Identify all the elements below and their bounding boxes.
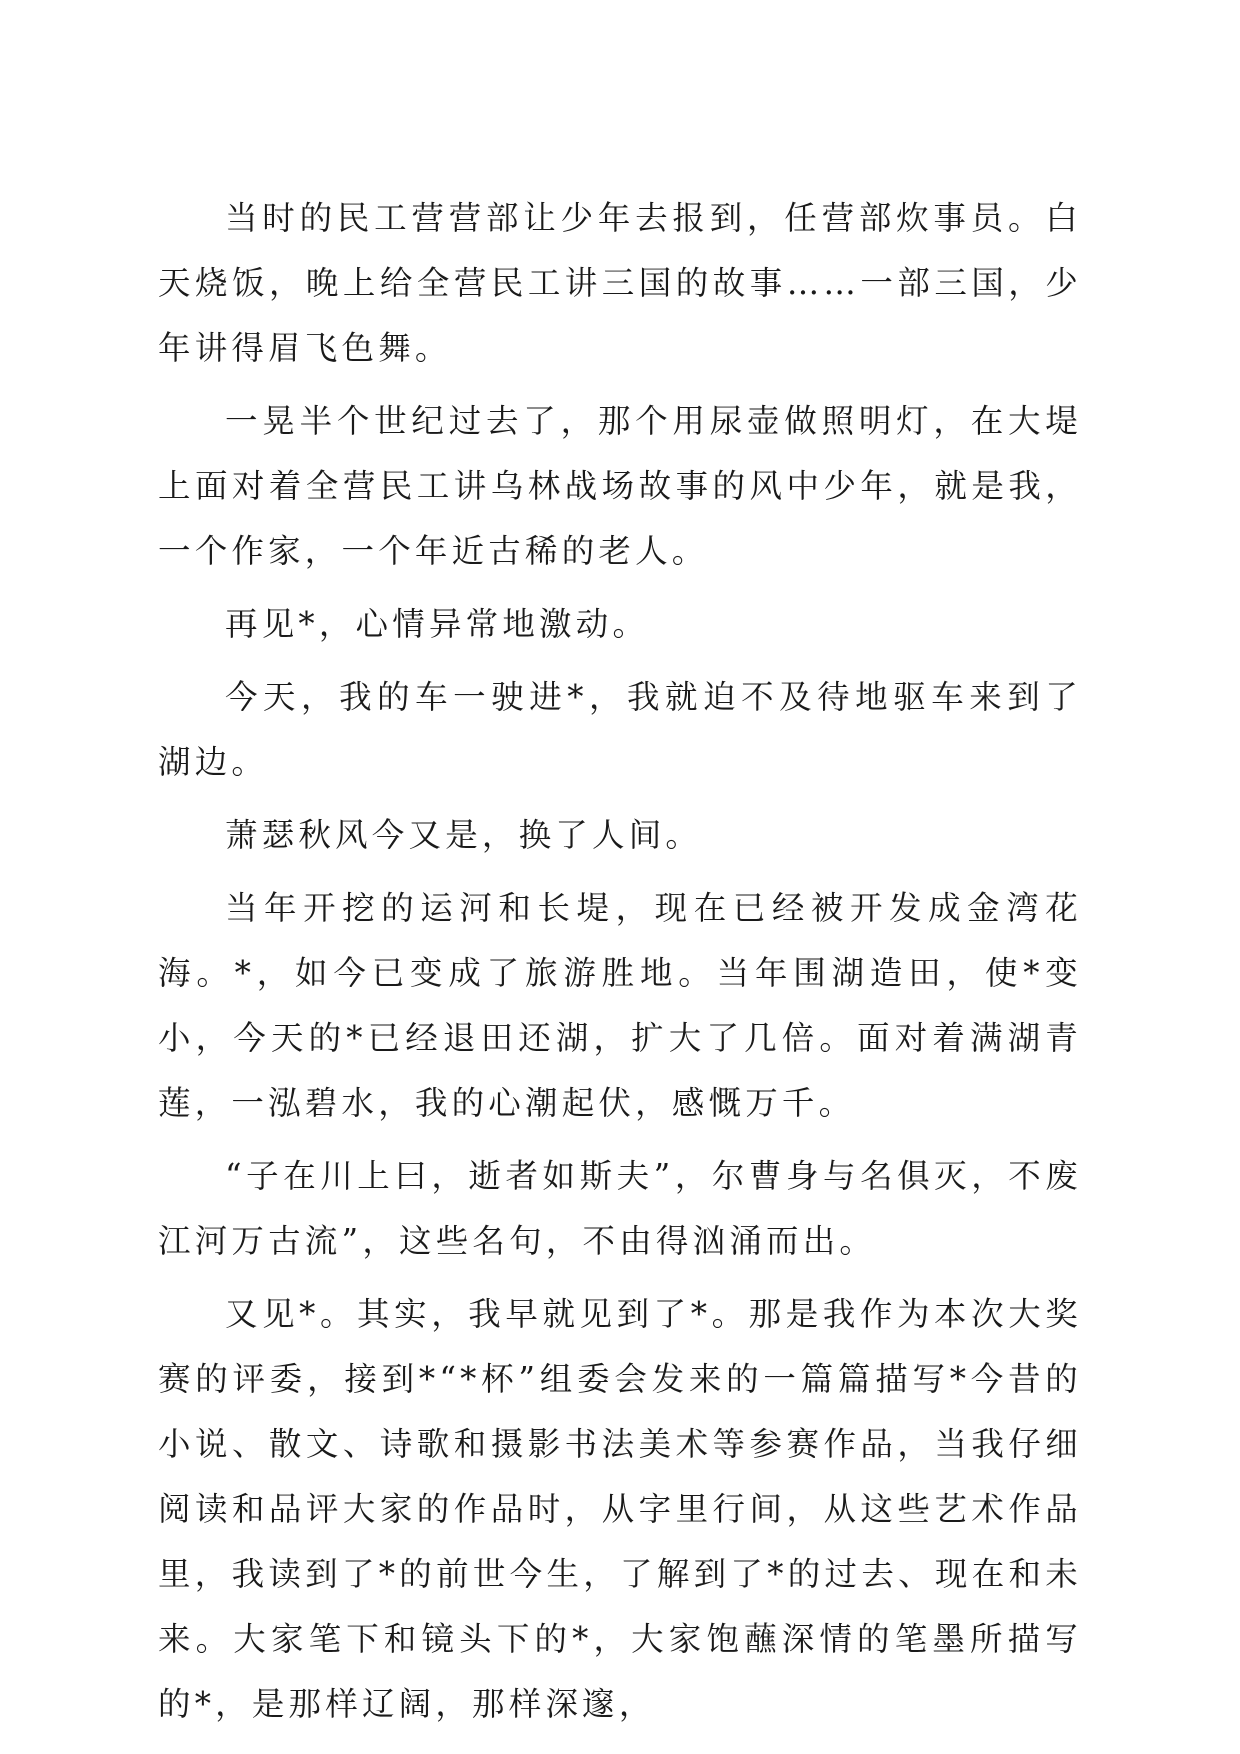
document-body [158, 186, 1082, 1745]
paragraph: 一晃半个世纪过去了，那个用尿壶做照明灯，在大堤上面对着全营民工讲乌林战场故事的风中少年，就是我，一个作家，一个年近古稀的老人。 [158, 402, 1082, 570]
paragraph: 今天，我的车一驶进*，我就迫不及待地驱车来到了湖边。 [158, 678, 1082, 781]
paragraph: 萧瑟秋风今又是，换了人间。 [225, 816, 703, 854]
paragraph: 又见*。其实，我早就见到了*。那是我作为本次大奖赛的评委，接到*“*杯”组委会发来的一篇篇描写*今昔的小说、散文、诗歌和摄影书法美术等参赛作品，当我仔细阅读和品评大家的作品时，从字里行间，从这些艺术作品里，我读到了*的前世今生，了解到了*的过去、现在和未来。大家笔下和镜头下的*，大家饱蘸深情的笔墨所描写的*，是那样辽阔，那样深邃， [158, 1295, 1082, 1723]
paragraph: 当年开挖的运河和长堤，现在已经被开发成金湾花海。*，如今已变成了旅游胜地。当年围湖造田，使*变小，今天的*已经退田还湖，扩大了几倍。面对着满湖青莲，一泓碧水，我的心潮起伏，感慨万千。 [158, 889, 1082, 1122]
paragraph: 当时的民工营营部让少年去报到，任营部炊事员。白天烧饭，晚上给全营民工讲三国的故事……一部三国，少年讲得眉飞色舞。 [158, 199, 1082, 367]
paragraph: 再见*，心情异常地激动。 [225, 605, 650, 643]
paragraph: “子在川上曰，逝者如斯夫”，尔曹身与名俱灭，不废江河万古流”，这些名句，不由得汹涌而出。 [158, 1157, 1082, 1260]
